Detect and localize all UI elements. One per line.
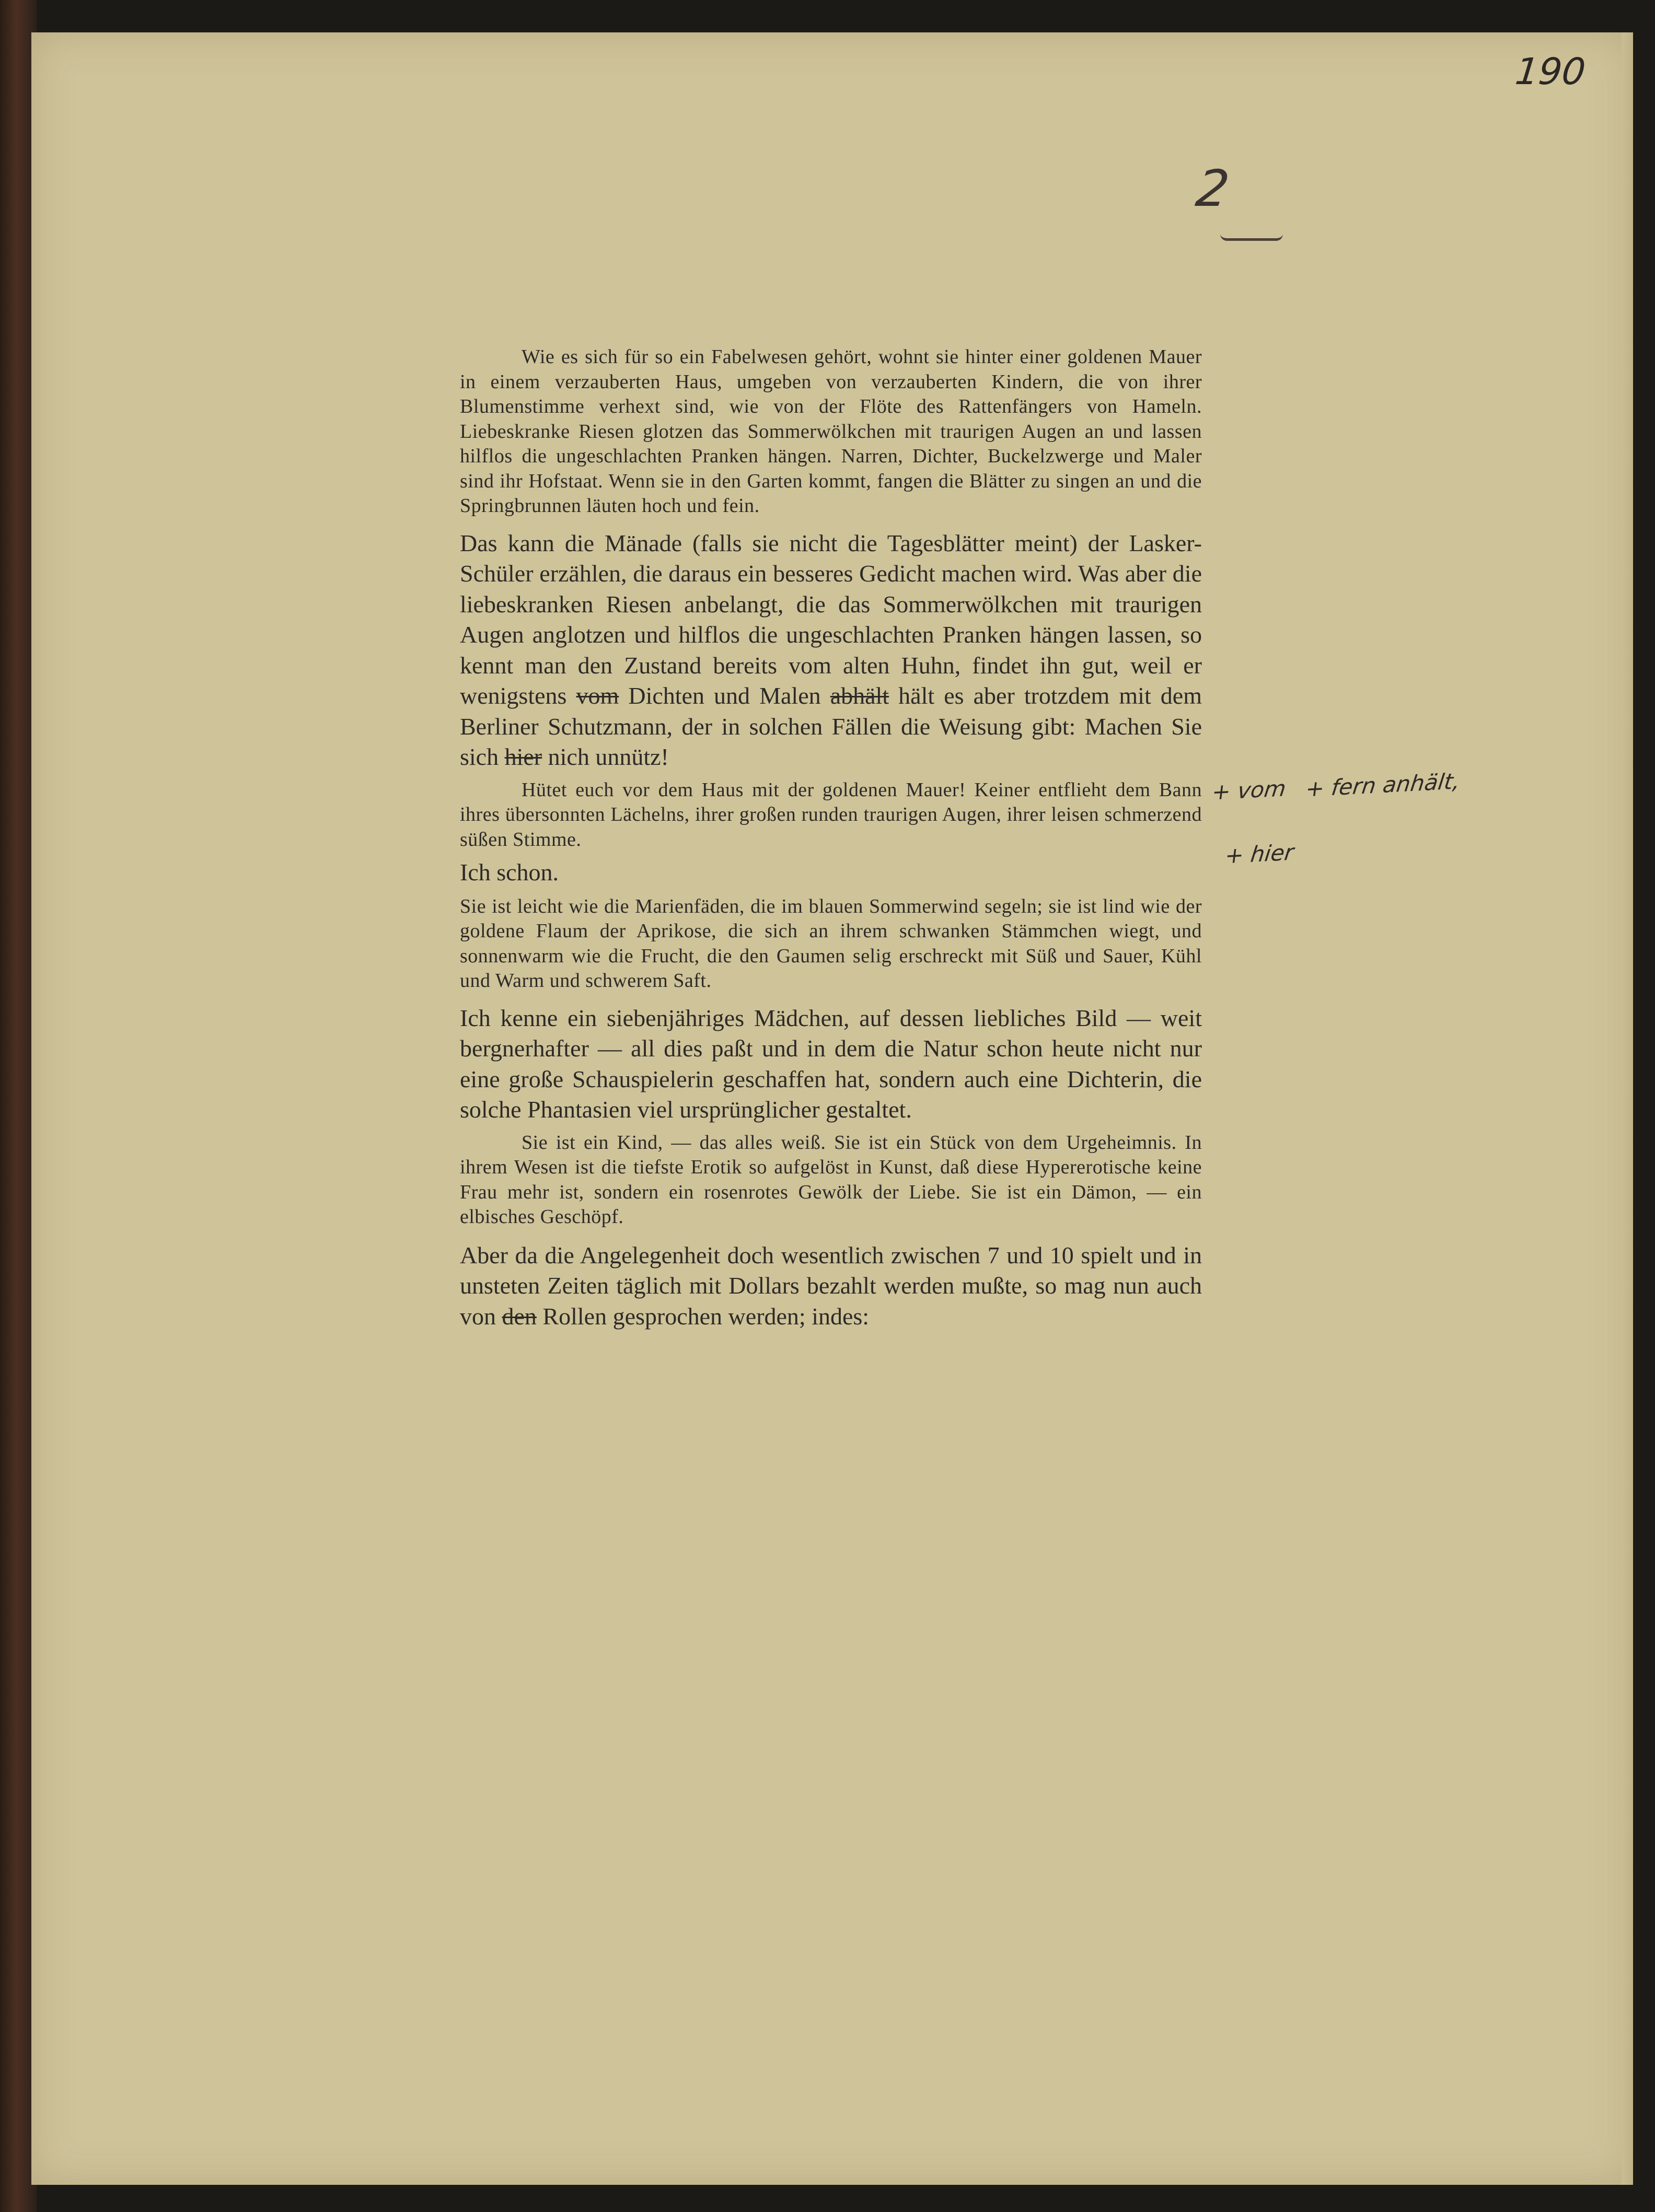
paragraph-8-part-2: Rollen gesprochen werden; indes: [536, 1302, 870, 1330]
struck-word-abhaelt: abhält [830, 682, 889, 709]
paragraph-2 [460, 528, 1202, 773]
paragraph-2-part-2: Dichten und Malen [619, 682, 830, 709]
margin-note-hier: + hier [1223, 839, 1295, 869]
paragraph-7: Sie ist ein Kind, — das alles weiß. Sie ist ein Stück von dem Urgeheimnis. In ihrem Wesen ist die tiefste Erotik so aufgelöst in Kunst, daß diese Hypererotische keine Frau mehr ist, sondern ein rosenrotes Gewölk der Liebe. Sie ist ein Dämon, — ein elbisches Geschöpf. [460, 1131, 1202, 1228]
paragraph-6: Ich kenne ein siebenjähriges Mädchen, auf dessen liebliches Bild — weit bergnerhafter — all dies paßt und in dem die Natur schon heute nicht nur eine große Schauspielerin geschaffen hat, sondern auch eine Dichterin, die solche Phantasien viel ursprünglicher gestaltet. [460, 1004, 1202, 1123]
paragraph-4: Ich schon. [460, 859, 559, 886]
page-edge [1622, 32, 1633, 2185]
body-text [460, 345, 1202, 1332]
sheet-mark: 2 [1193, 159, 1233, 218]
paragraph-8-part-1: Aber da die Angelegenheit doch wesentlich zwischen 7 und 10 spielt und in unsteten Zeiten täglich mit Dollars bezahlt werden mußte, so mag nun auch von [460, 1241, 1202, 1330]
paragraph-2-part-4: nich unnütz! [542, 743, 669, 770]
margin-note-vom: + vom [1210, 775, 1288, 805]
struck-word-hier: hier [504, 743, 542, 770]
struck-word-den: den [502, 1302, 537, 1330]
paragraph-3: Hütet euch vor dem Haus mit der goldenen Mauer! Keiner entflieht dem Bann ihres übersonnten Lächelns, ihrer großen runden traurigen Augen, ihrer leisen schmerzend süßen Stimme. [460, 778, 1202, 851]
margin-note-fern-anhaelt: + fern anhält, [1304, 768, 1462, 802]
paragraph-8 [460, 1240, 1202, 1332]
paragraph-2-part-1: Das kann die Mänade (falls sie nicht die Tagesblätter meint) der Lasker-Schüler erzählen, die daraus ein besseres Gedicht machen wird. Was aber die liebeskranken Riesen anbelangt, die das Sommerwölkchen mit traurigen Augen anglotzen und hilflos die ungeschlachten Pranken hängen lassen, so kennt man den Zustand bereits vom alten Huhn, findet ihn gut, weil er wenigstens [460, 529, 1202, 709]
paragraph-5: Sie ist leicht wie die Marienfäden, die im blauen Sommerwind segeln; sie ist lind wie der goldene Flaum der Aprikose, die sich an ihrem schwanken Stämmchen wiegt, und sonnenwarm wie die Frucht, die den Gaumen selig erschreckt mit Süß und Sauer, Kühl und Warm und schwerem Saft. [460, 895, 1202, 992]
folio-number: 190 [1513, 50, 1588, 93]
paragraph-1: Wie es sich für so ein Fabelwesen gehört, wohnt sie hinter einer goldenen Mauer in einem verzauberten Haus, umgeben von verzauberten Kindern, die von ihrer Blumenstimme verhext sind, wie von der Flöte des Rattenfängers von Hameln. Liebeskranke Riesen glotzen das Sommerwölkchen mit traurigen Augen an und lassen hilflos die ungeschlachten Pranken hängen. Narren, Dichter, Buckelzwerge und Maler sind ihr Hofstaat. Wenn sie in den Garten kommt, fangen die Blätter zu singen an und die Springbrunnen läuten hoch und fein. [460, 346, 1202, 517]
sheet-mark-underline [1220, 234, 1283, 241]
paragraph-2-part-3: hält es aber trotzdem mit dem Berliner Schutzmann, der in solchen Fällen die Weisung gibt: Machen Sie sich [460, 682, 1202, 770]
struck-word-vom: vom [576, 682, 619, 709]
